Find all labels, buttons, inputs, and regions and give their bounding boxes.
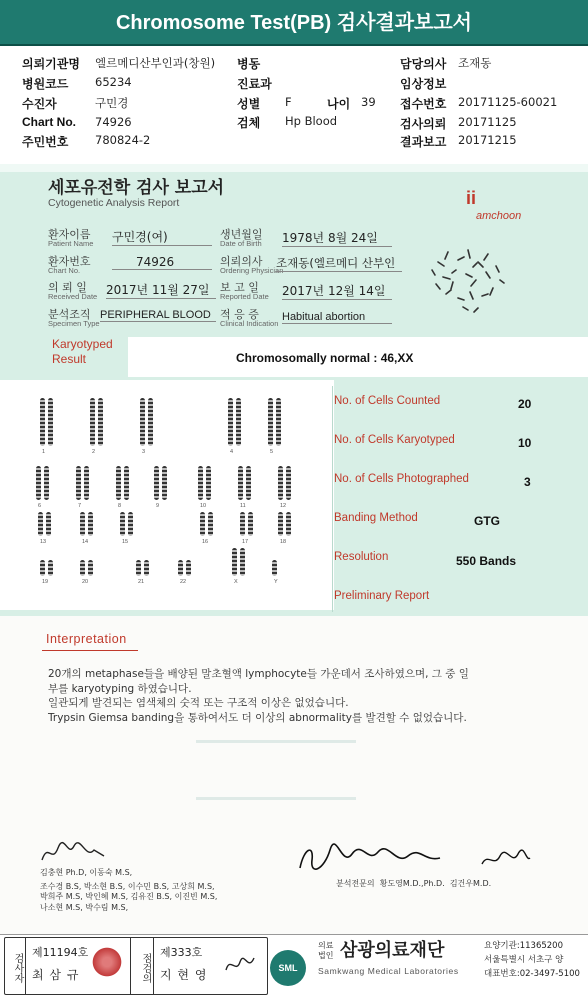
chromosome-label: 12 [280, 503, 287, 509]
chromosome-X [240, 548, 245, 576]
preliminary-report-label: Preliminary Report [334, 590, 430, 602]
chromosome-20 [80, 560, 85, 576]
chromosome-5 [276, 398, 281, 446]
org-type-line-1: 의료 [318, 941, 334, 950]
received-label: 의 뢰 일 [48, 281, 87, 294]
chromosome-14 [88, 512, 93, 536]
staff-line: 박희주 M.S, 박인혜 M.S, 김유진 B.S, 이진빈 M.S, [40, 892, 218, 901]
chromosome-18 [286, 512, 291, 536]
specimen-value: Hp Blood [285, 114, 338, 128]
referring-institution-label: 의뢰기관명 [22, 57, 80, 71]
department-label: 진료과 [237, 77, 272, 91]
specimen-type-label: 분석조직 [48, 308, 91, 321]
received-label-en: Received Date [48, 292, 98, 301]
physician-value: 조재동(엘르메디 산부인 [276, 255, 402, 272]
address: 서울특별시 서초구 양 [484, 955, 564, 965]
physician-label-en: Ordering Physician [220, 266, 284, 275]
result-label: Result [52, 352, 87, 366]
signature-kim [478, 846, 534, 872]
chromosome-label: 1 [42, 449, 46, 455]
chromosome-11 [246, 466, 251, 500]
reviewer-label: 점검의 [130, 937, 154, 995]
watermark [196, 740, 356, 800]
interpretation-line: Trypsin Giemsa banding을 통하여서도 더 이상의 abnormality를 발견할 수 없었습니다. [48, 711, 467, 724]
patient-name-label: 환자이름 [48, 228, 91, 241]
specimen-label: 검체 [237, 116, 261, 130]
chromosome-label: 15 [122, 539, 129, 545]
cells-photographed-value: 3 [524, 475, 531, 489]
chromosome-4 [236, 398, 241, 446]
sml-logo: SML [270, 950, 306, 986]
chromosome-17 [240, 512, 245, 536]
interpretation-underline [42, 650, 138, 651]
resident-no-value: 780824-2 [95, 133, 151, 147]
chromosome-21 [136, 560, 141, 576]
chromosome-16 [208, 512, 213, 536]
chromosome-6 [36, 466, 41, 500]
chromosome-19 [48, 560, 53, 576]
chromosome-19 [40, 560, 45, 576]
org-type-line-2: 법인 [318, 951, 334, 960]
resident-no-label: 주민번호 [22, 135, 69, 149]
reviewer-signature [222, 950, 260, 980]
chromosome-17 [248, 512, 253, 536]
chromosome-1 [40, 398, 45, 446]
chart-label-en: Chart No. [48, 266, 81, 275]
chromosome-18 [278, 512, 283, 536]
chromosome-22 [186, 560, 191, 576]
physician-label: 의뢰의사 [220, 255, 263, 268]
chromosome-20 [88, 560, 93, 576]
chromosome-12 [278, 466, 283, 500]
examiner-label: 검사자 [4, 937, 26, 995]
chromosome-12 [286, 466, 291, 500]
chromosome-label: 16 [202, 539, 209, 545]
cells-karyotyped-label: No. of Cells Karyotyped [334, 434, 455, 446]
phone-label: 대표번호 [484, 969, 517, 979]
chromosome-label: 19 [42, 579, 49, 585]
chromosome-label: X [234, 579, 238, 585]
examiner-seal [92, 944, 122, 980]
request-date-label: 검사의뢰 [400, 117, 447, 131]
chromosome-15 [120, 512, 125, 536]
chromosome-3 [140, 398, 145, 446]
ward-label: 병동 [237, 57, 261, 71]
interpretation-text [48, 667, 568, 725]
chromosome-2 [98, 398, 103, 446]
staff-line: 나소현 M.S, 박수림 M.S, [40, 902, 129, 912]
chromosome-label: 5 [270, 449, 274, 455]
hospital-code-label: 병원코드 [22, 77, 69, 91]
sex-value: F [285, 95, 292, 109]
patient-name-value: 구민경(여) [112, 228, 212, 246]
dob-label-en: Date of Birth [220, 239, 262, 248]
age-value: 39 [361, 95, 376, 109]
indication-label: 적 응 증 [220, 308, 259, 321]
chromosome-10 [198, 466, 203, 500]
institution-code-label: 요양기관 [484, 941, 517, 951]
chromosome-15 [128, 512, 133, 536]
accession-no-value: 20171125-60021 [458, 95, 558, 109]
result-value: Chromosomally normal : 46,XX [236, 351, 414, 365]
chromosome-9 [154, 466, 159, 500]
chromosome-label: 21 [138, 579, 145, 585]
chromosome-label: 10 [200, 503, 207, 509]
chromosome-7 [84, 466, 89, 500]
chromosome-label: 3 [142, 449, 146, 455]
reported-label-en: Reported Date [220, 292, 269, 301]
report-header [0, 0, 588, 46]
examinee-label: 수진자 [22, 97, 57, 111]
phone-value: :02-3497-5100 [516, 969, 580, 979]
chromosome-label: 20 [82, 579, 89, 585]
chromosome-label: 9 [156, 503, 160, 509]
cells-photographed-label: No. of Cells Photographed [334, 473, 469, 485]
staff-line: 김충현 Ph.D, 이동숙 M.S, [40, 868, 133, 877]
pathologist-line: 분석전문의 황도영M.D.,Ph.D. 김건우M.D. [336, 879, 492, 888]
cells-counted-value: 20 [518, 397, 532, 411]
chromosome-7 [76, 466, 81, 500]
chart-no-value: 74926 [95, 115, 132, 129]
chromosome-16 [200, 512, 205, 536]
chromosome-label: 7 [78, 503, 82, 509]
resolution-label: Resolution [334, 551, 389, 563]
reviewer-name: 지 현 영 [160, 968, 208, 982]
examinee-value: 구민경 [95, 96, 129, 110]
referring-institution-value: 엘르메디산부인과(창원) [95, 56, 216, 70]
indication-value: Habitual abortion [282, 311, 392, 324]
chromosome-5 [268, 398, 273, 446]
signature-left [38, 838, 108, 866]
chromosome-label: Y [274, 579, 278, 585]
chromosome-label: 2 [92, 449, 96, 455]
report-title: Chromosome Test(PB) 검사결과보고서 [115, 12, 472, 34]
org-type [318, 941, 333, 961]
received-value: 2017년 11월 27일 [106, 281, 216, 299]
chromosome-label: 11 [240, 503, 246, 509]
dob-label: 생년월일 [220, 228, 263, 241]
chromosome-label: 4 [230, 449, 234, 455]
chromosome-14 [80, 512, 85, 536]
hamchoon-logo-text: amchoon [476, 210, 522, 222]
chromosome-11 [238, 466, 243, 500]
chromosome-4 [228, 398, 233, 446]
indication-label-en: Clinical Indication [220, 319, 279, 328]
org-name: 삼광의료재단 [340, 940, 445, 961]
chromosome-X [232, 548, 237, 576]
report-title-english: Cytogenetic Analysis Report [48, 197, 180, 209]
examiner-name: 최 삼 규 [32, 968, 80, 982]
clinical-info-label: 임상정보 [400, 77, 447, 91]
chromosome-8 [124, 466, 129, 500]
institution-code-value: :11365200 [516, 941, 563, 951]
chromosome-10 [206, 466, 211, 500]
examiner-license: 제11194호 [32, 946, 89, 959]
chromosome-6 [44, 466, 49, 500]
metaphase-spread-image [418, 232, 518, 322]
chromosome-1 [48, 398, 53, 446]
reported-value: 2017년 12월 14일 [282, 282, 392, 300]
chromosome-21 [144, 560, 149, 576]
chromosome-label: 13 [40, 539, 47, 545]
dob-value: 1978년 8월 24일 [282, 229, 392, 247]
chart-value: 74926 [112, 255, 212, 270]
resolution-value: 550 Bands [456, 554, 517, 568]
phone [484, 967, 588, 979]
chart-label: 환자번호 [48, 255, 91, 268]
chromosome-8 [116, 466, 121, 500]
karyotyped-label: Karyotyped [52, 337, 113, 351]
reported-label: 보 고 일 [220, 281, 259, 294]
hamchoon-logo [462, 188, 566, 230]
report-date-label: 결과보고 [400, 135, 447, 149]
patient-name-label-en: Patient Name [48, 239, 94, 248]
chromosome-label: 18 [280, 539, 287, 545]
age-label: 나이 [327, 97, 351, 111]
interpretation-line: 일관되게 발견되는 염색체의 숫적 또는 구조적 이상은 없었습니다. [48, 697, 349, 709]
reviewer-license: 제333호 [160, 946, 203, 959]
cells-karyotyped-value: 10 [518, 436, 532, 450]
org-name-english: Samkwang Medical Laboratories [318, 966, 459, 976]
specimen-type-label-en: Specimen Type [48, 319, 100, 328]
chromosome-2 [90, 398, 95, 446]
cells-counted-label: No. of Cells Counted [334, 395, 441, 407]
institution-code [484, 939, 563, 951]
chromosome-label: 22 [180, 579, 187, 585]
chromosome-label: 6 [38, 503, 42, 509]
interpretation-line: 부를 karyotyping 하였습니다. [48, 682, 192, 695]
banding-method-label: Banding Method [334, 512, 418, 524]
chromosome-label: 14 [82, 539, 89, 545]
stats-panel [332, 386, 554, 612]
chromosome-Y [272, 560, 277, 576]
chromosome-13 [46, 512, 51, 536]
chromosome-label: 8 [118, 503, 122, 509]
hamchoon-logo-mark: ii [466, 188, 477, 208]
chromosome-9 [162, 466, 167, 500]
request-date-value: 20171125 [458, 115, 517, 129]
chromosome-3 [148, 398, 153, 446]
attending-doctor-label: 담당의사 [400, 57, 447, 71]
report-date-value: 20171215 [458, 133, 517, 147]
banding-method-value: GTG [474, 514, 500, 528]
staff-line: 조수경 B.S, 박소현 B.S, 이수민 B.S, 고상희 M.S, [40, 881, 215, 891]
specimen-type-value: PERIPHERAL BLOOD [100, 309, 216, 322]
accession-no-label: 접수번호 [400, 97, 447, 111]
sex-label: 성별 [237, 97, 261, 111]
chromosome-22 [178, 560, 183, 576]
attending-doctor-value: 조재동 [458, 56, 492, 70]
report-title-korean: 세포유전학 검사 보고서 [48, 178, 225, 198]
chromosome-13 [38, 512, 43, 536]
signature-hwang [296, 840, 446, 876]
hospital-code-value: 65234 [95, 75, 132, 89]
chromosome-label: 17 [242, 539, 249, 545]
chart-no-label: Chart No. [22, 115, 76, 129]
interpretation-heading: Interpretation [46, 632, 127, 646]
staff-list [40, 868, 217, 913]
scan-edge [0, 164, 588, 172]
interpretation-line: 20개의 metaphase들을 배양된 말초혈액 lymphocyte들 가운데서 조사하였으며, 그 중 일 [48, 668, 469, 680]
